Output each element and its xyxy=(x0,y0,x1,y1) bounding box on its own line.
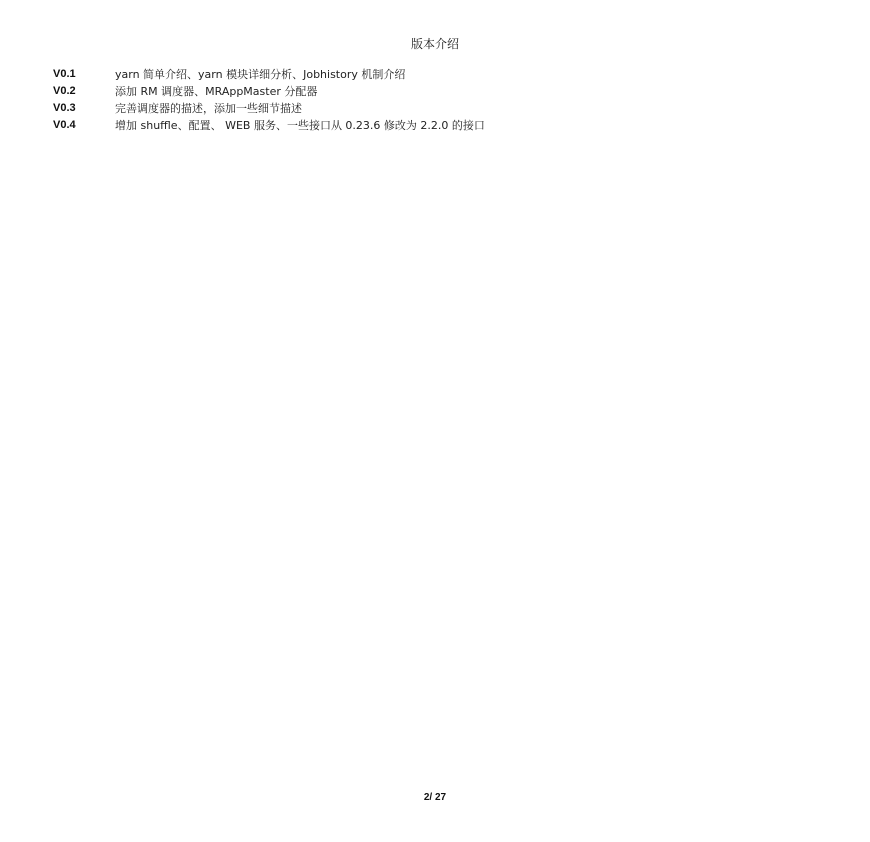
version-row xyxy=(53,117,813,134)
version-description: 添加 RM 调度器、MRAppMaster 分配器 xyxy=(115,85,318,98)
version-number: V0.3 xyxy=(53,102,76,114)
version-row xyxy=(53,66,813,83)
version-description: 完善调度器的描述，添加一些细节描述 xyxy=(115,102,302,115)
version-description: 增加 shuffle、配置、 WEB 服务、一些接口从 0.23.6 修改为 2.2.0 的接口 xyxy=(115,119,485,132)
version-row xyxy=(53,100,813,117)
version-number: V0.2 xyxy=(53,85,76,97)
version-description: yarn 简单介绍、yarn 模块详细分析、Jobhistory 机制介绍 xyxy=(115,68,406,81)
page-number: 2/ 27 xyxy=(423,792,447,803)
version-number: V0.1 xyxy=(53,68,76,80)
version-number: V0.4 xyxy=(53,119,76,131)
page-title: 版本介绍 xyxy=(410,37,459,51)
version-list xyxy=(53,66,813,134)
version-row xyxy=(53,83,813,100)
